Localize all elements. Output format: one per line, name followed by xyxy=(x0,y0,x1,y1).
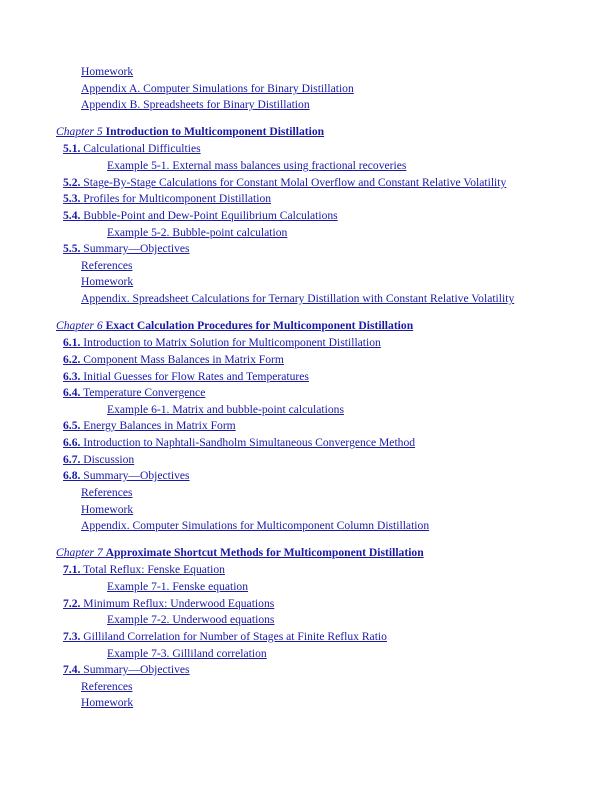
toc-link[interactable]: Homework xyxy=(81,65,134,78)
section-number[interactable]: 7.3. xyxy=(63,630,81,643)
toc-section-5-1[interactable] xyxy=(63,141,201,156)
section-number[interactable]: 5.4. xyxy=(63,209,81,222)
section-number[interactable]: 6.3. xyxy=(63,370,81,383)
toc-link[interactable]: Appendix B. Spreadsheets for Binary Distillation xyxy=(81,98,310,111)
chapter-label[interactable]: Chapter 7 xyxy=(56,546,103,559)
section-title[interactable]: Profiles for Multicomponent Distillation xyxy=(83,192,272,205)
toc-section-6-1[interactable] xyxy=(63,335,381,350)
chapter-heading-7[interactable] xyxy=(56,545,424,560)
toc-entry-references[interactable] xyxy=(81,258,133,273)
toc-link[interactable]: Homework xyxy=(81,696,134,709)
toc-entry-homework[interactable] xyxy=(81,64,133,79)
section-number[interactable]: 5.2. xyxy=(63,176,81,189)
section-number[interactable]: 6.6. xyxy=(63,436,81,449)
section-number[interactable]: 5.3. xyxy=(63,192,81,205)
toc-link[interactable]: Example 7-1. Fenske equation xyxy=(107,580,249,593)
toc-section-6-8[interactable] xyxy=(63,468,190,483)
section-number[interactable]: 6.1. xyxy=(63,336,81,349)
section-title[interactable]: Summary—Objectives xyxy=(83,242,190,255)
section-number[interactable]: 7.2. xyxy=(63,597,81,610)
toc-link[interactable]: Appendix. Computer Simulations for Multicomponent Column Distillation xyxy=(81,519,430,532)
toc-section-6-2[interactable] xyxy=(63,352,284,367)
chapter-label[interactable]: Chapter 6 xyxy=(56,319,103,332)
section-number[interactable]: 7.4. xyxy=(63,663,81,676)
toc-link[interactable]: Appendix A. Computer Simulations for Binary Distillation xyxy=(81,82,354,95)
chapter-title[interactable]: Approximate Shortcut Methods for Multicomponent Distillation xyxy=(105,546,424,559)
toc-section-6-4[interactable] xyxy=(63,385,205,400)
toc-section-6-3[interactable] xyxy=(63,369,309,384)
section-number[interactable]: 6.7. xyxy=(63,453,81,466)
toc-link[interactable]: Homework xyxy=(81,503,134,516)
toc-section-6-6[interactable] xyxy=(63,435,415,450)
toc-section-6-5[interactable] xyxy=(63,418,236,433)
toc-entry-homework[interactable] xyxy=(81,695,133,710)
toc-section-7-1[interactable] xyxy=(63,562,225,577)
section-number[interactable]: 6.4. xyxy=(63,386,81,399)
toc-example-5-2[interactable] xyxy=(107,225,287,240)
section-number[interactable]: 5.5. xyxy=(63,242,81,255)
toc-entry-appendix-a[interactable] xyxy=(81,81,354,96)
toc-example-5-1[interactable] xyxy=(107,158,406,173)
toc-link[interactable]: Homework xyxy=(81,275,134,288)
section-title[interactable]: Minimum Reflux: Underwood Equations xyxy=(83,597,275,610)
toc-entry-appendix[interactable] xyxy=(81,518,429,533)
toc-example-7-1[interactable] xyxy=(107,579,248,594)
chapter-heading-6[interactable] xyxy=(56,318,413,333)
toc-link[interactable]: Example 5-2. Bubble-point calculation xyxy=(107,226,288,239)
toc-entry-references[interactable] xyxy=(81,679,133,694)
toc-section-7-3[interactable] xyxy=(63,629,387,644)
section-title[interactable]: Calculational Difficulties xyxy=(83,142,201,155)
section-title[interactable]: Summary—Objectives xyxy=(83,663,190,676)
toc-link[interactable]: Example 7-2. Underwood equations xyxy=(107,613,275,626)
chapter-heading-5[interactable] xyxy=(56,124,324,139)
toc-link[interactable]: References xyxy=(81,259,133,272)
section-number[interactable]: 7.1. xyxy=(63,563,81,576)
section-title[interactable]: Introduction to Matrix Solution for Multicomponent Distillation xyxy=(83,336,381,349)
toc-link[interactable]: Example 5-1. External mass balances using fractional recoveries xyxy=(107,159,407,172)
toc-example-6-1[interactable] xyxy=(107,402,344,417)
toc-entry-homework[interactable] xyxy=(81,274,133,289)
toc-section-5-2[interactable] xyxy=(63,175,506,190)
section-title[interactable]: Gilliland Correlation for Number of Stages at Finite Reflux Ratio xyxy=(83,630,387,643)
section-number[interactable]: 6.2. xyxy=(63,353,81,366)
section-number[interactable]: 6.5. xyxy=(63,419,81,432)
section-title[interactable]: Total Reflux: Fenske Equation xyxy=(83,563,225,576)
section-title[interactable]: Discussion xyxy=(83,453,135,466)
section-number[interactable]: 5.1. xyxy=(63,142,81,155)
toc-link[interactable]: Appendix. Spreadsheet Calculations for Ternary Distillation with Constant Relative Volatility xyxy=(81,292,515,305)
toc-example-7-3[interactable] xyxy=(107,646,267,661)
section-title[interactable]: Bubble-Point and Dew-Point Equilibrium Calculations xyxy=(83,209,338,222)
toc-entry-references[interactable] xyxy=(81,485,133,500)
toc-link[interactable]: Example 7-3. Gilliland correlation xyxy=(107,647,267,660)
section-title[interactable]: Stage-By-Stage Calculations for Constant Molal Overflow and Constant Relative Volatility xyxy=(83,176,507,189)
toc-section-5-5[interactable] xyxy=(63,241,190,256)
toc-link[interactable]: References xyxy=(81,486,133,499)
chapter-label[interactable]: Chapter 5 xyxy=(56,125,103,138)
section-title[interactable]: Initial Guesses for Flow Rates and Temperatures xyxy=(83,370,309,383)
chapter-title[interactable]: Exact Calculation Procedures for Multicomponent Distillation xyxy=(105,319,414,332)
section-title[interactable]: Introduction to Naphtali-Sandholm Simultaneous Convergence Method xyxy=(83,436,416,449)
toc-section-7-4[interactable] xyxy=(63,662,190,677)
toc-section-7-2[interactable] xyxy=(63,596,274,611)
section-title[interactable]: Energy Balances in Matrix Form xyxy=(83,419,236,432)
section-title[interactable]: Temperature Convergence xyxy=(83,386,206,399)
toc-link[interactable]: References xyxy=(81,680,133,693)
toc-section-5-4[interactable] xyxy=(63,208,338,223)
section-number[interactable]: 6.8. xyxy=(63,469,81,482)
toc-section-6-7[interactable] xyxy=(63,452,134,467)
toc-link[interactable]: Example 6-1. Matrix and bubble-point calculations xyxy=(107,403,344,416)
toc-example-7-2[interactable] xyxy=(107,612,274,627)
toc-entry-homework[interactable] xyxy=(81,502,133,517)
toc-section-5-3[interactable] xyxy=(63,191,271,206)
section-title[interactable]: Summary—Objectives xyxy=(83,469,190,482)
chapter-title[interactable]: Introduction to Multicomponent Distillation xyxy=(105,125,325,138)
toc-entry-appendix-b[interactable] xyxy=(81,97,310,112)
section-title[interactable]: Component Mass Balances in Matrix Form xyxy=(83,353,284,366)
toc-entry-appendix[interactable] xyxy=(81,291,514,306)
